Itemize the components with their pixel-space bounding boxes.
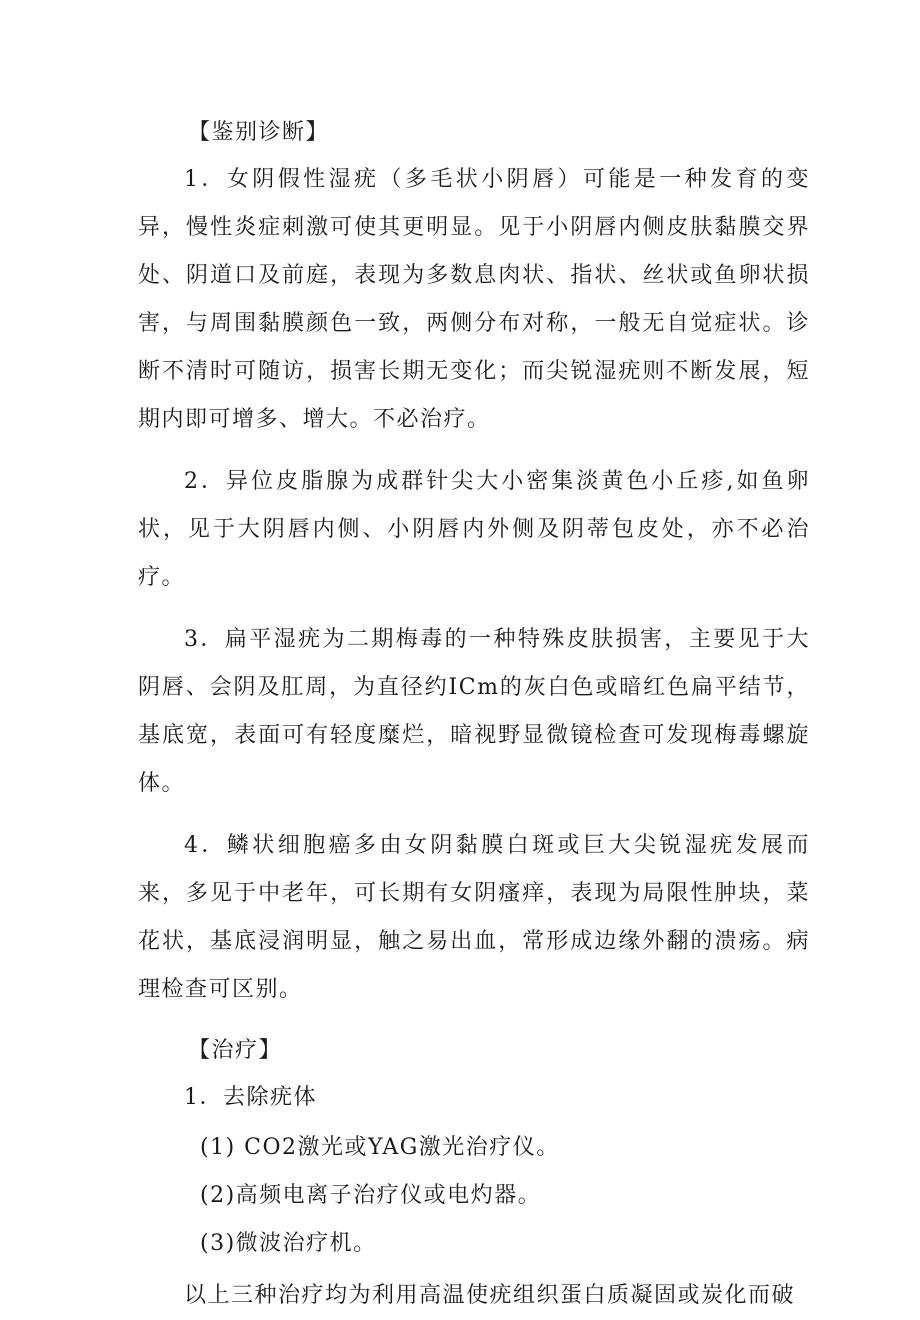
treatment-item-remove-warts: 1．去除疣体 [184, 1085, 317, 1110]
paragraph-squamous-cell-carcinoma: 4．鳞状细胞癌多由女阴黏膜白斑或巨大尖锐湿疣发展而来，多见于中老年，可长期有女阴瘙痒，表现为局限性肿块，菜花状，基底浸润明显，触之易出血，常形成边缘外翻的溃疡。病理检查可区别。 [138, 833, 810, 1002]
treatment-subitem-laser: (1) CO2激光或YAG激光治疗仪。 [200, 1135, 560, 1160]
treatment-subitem-electrocautery: (2)高频电离子治疗仪或电灼器。 [200, 1183, 542, 1208]
treatment-subitem-microwave: (3)微波治疗机。 [200, 1231, 377, 1256]
paragraph-treatment-closing: 以上三种治疗均为利用高温使疣组织蛋白质凝固或炭化而破 [184, 1283, 796, 1308]
paragraph-ectopic-sebaceous-gland: 2．异位皮脂腺为成群针尖大小密集淡黄色小丘疹,如鱼卵状，见于大阴唇内侧、小阴唇内外侧及阴蒂包皮处，亦不必治疗。 [138, 469, 810, 590]
document-body [138, 110, 810, 1320]
paragraph-pseudo-condyloma: 1．女阴假性湿疣（多毛状小阴唇）可能是一种发育的变异，慢性炎症刺激可使其更明显。见于小阴唇内侧皮肤黏膜交界处、阴道口及前庭，表现为多数息肉状、指状、丝状或鱼卵状损害，与周围黏膜颜色一致，两侧分布对称，一般无自觉症状。诊断不清时可随访，损害长期无变化；而尖锐湿疣则不断发展，短期内即可增多、增大。不必治疗。 [138, 167, 810, 432]
section-heading-differential-diagnosis: 【鉴别诊断】 [188, 120, 330, 145]
paragraph-condyloma-latum: 3．扁平湿疣为二期梅毒的一种特殊皮肤损害，主要见于大阴唇、会阴及肛周，为直径约ICm的灰白色或暗红色扁平结节，基底宽，表面可有轻度糜烂，暗视野显微镜检查可发现梅毒螺旋体。 [138, 627, 810, 796]
section-heading-treatment: 【治疗】 [188, 1038, 283, 1063]
